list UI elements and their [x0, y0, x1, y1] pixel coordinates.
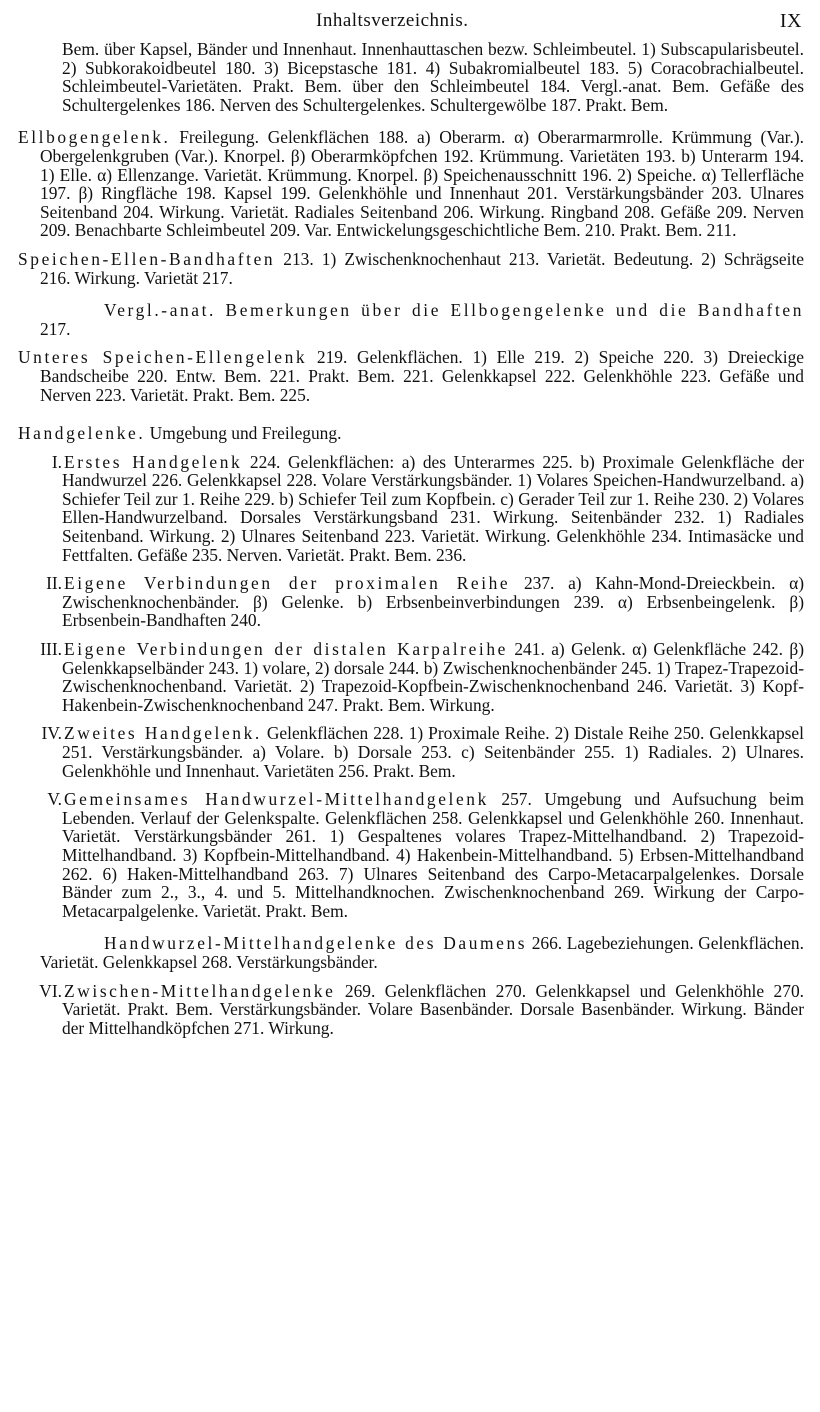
- toc-entry-daumen: [18, 934, 804, 971]
- page-title: Inhaltsverzeichnis.: [316, 10, 469, 31]
- entry-number: I.: [51, 451, 62, 472]
- section-heading-handgelenke: [18, 424, 804, 443]
- running-header: [18, 6, 804, 40]
- entry-text: Gelenkflächen 228. 1) Proximale Reihe. 2) Distale Reihe 250. Gelenkkapsel 251. Verstärkungsbänder. a) Volare. b) Dorsale 253. c) Seitenbänder 255. 1) Radiales. 2) Ulnares. Gelenkhöhle und Innenhaut. Varietäten 256. Prakt. Bem.: [62, 723, 804, 781]
- page: [18, 6, 804, 1047]
- entry-title: Speichen-Ellen-Bandhaften: [18, 248, 276, 269]
- entry-text: Bem. über Kapsel, Bänder und Innenhaut. Innenhauttaschen bezw. Schleimbeutel. 1) Subscapularisbeutel. 2) Subkorakoidbeutel 180. 3) Bicepstasche 181. 4) Subakromialbeutel 183. 5) Coracobrachialbeutel. Schleimbeutel-Varietäten. Prakt. Bem. über den Schleimbeutel 184. Vergl.-anat. Bem. Gefäße des Schultergelenkes 186. Nerven des Schultergelenkes. Schultergewölbe 187. Prakt. Bem.: [62, 39, 804, 115]
- toc-entry-speichen-ellen-bandhaften: [18, 250, 804, 287]
- entry-text: 224. Gelenkflächen: a) des Unterarmes 225. b) Proximale Gelenkfläche der Handwurzel 226. Gelenkkapsel 228. Volare Verstärkungsbänder. 1) Volares Speichen-Handwurzelband. a) Schiefer Teil zur 1. Reihe 229. b) Schiefer Teil zum Kopfbein. c) Gerader Teil zur 1. Reihe 230. 2) Volares Ellen-Handwurzelband. Dorsales Verstärkungsband 231. Wirkung. Seitenbänder 232. 1) Radiales Seitenband. Wirkung. 2) Ulnares Seitenband 223. Varietät. Wirkung. Gelenkhöhle 234. Intimasäcke und Fettfalten. Gefäße 235. Nerven. Varietät. Prakt. Bem. 236.: [62, 451, 804, 565]
- entry-title: Ellbogengelenk.: [18, 127, 171, 148]
- toc-entry-handwurzel-mittelhandgelenk: [18, 790, 804, 920]
- entry-title: Eigene Verbindungen der distalen Karpalreihe: [64, 639, 508, 660]
- entry-number: III.: [40, 639, 62, 660]
- entry-text: Freilegung. Gelenkflächen 188. a) Oberarm. α) Oberarmarmrolle. Krümmung (Var.). Obergelenkgruben (Var.). Knorpel. β) Oberarmköpfchen 192. Krümmung. Varietäten 193. b) Unterarm 194. 1) Elle. α) Ellenzange. Varietät. Krümmung. Knorpel. β) Speichenausschnitt 196. 2) Speiche. α) Tellerfläche 197. β) Ringfläche 198. Kapsel 199. Gelenkhöhle und Innenhaut 201. Verstärkungsbänder 203. Ulnares Seitenband 204. Wirkung. Varietät. Radiales Seitenband 206. Wirkung. Ringband 208. Gefäße 209. Nerven 209. Benachbarte Schleimbeutel 209. Var. Entwickelungsgeschichtliche Bem. 210. Prakt. Bem. 211.: [40, 127, 804, 241]
- entry-text: Umgebung und Freilegung.: [149, 423, 342, 444]
- entry-number: IV.: [41, 723, 62, 744]
- entry-number: II.: [46, 573, 62, 594]
- toc-entry-erstes-handgelenk: [18, 453, 804, 565]
- toc-entry-unteres-speichen-ellengelenk: [18, 348, 804, 404]
- toc-entry-schultergelenk-continued: [18, 40, 804, 114]
- entry-title: Zweites Handgelenk.: [64, 723, 262, 744]
- entry-title: Zwischen-Mittelhandgelenke: [64, 980, 336, 1001]
- entry-text: 213. 1) Zwischenknochenhaut 213. Varietät. Bedeutung. 2) Schrägseite 216. Wirkung. Varietät 217.: [40, 248, 804, 288]
- toc-entry-proximale-reihe: [18, 574, 804, 630]
- entry-text: 266. Lagebeziehungen. Gelenkflächen. Varietät. Gelenkkapsel 268. Verstärkungsbänder.: [40, 933, 804, 972]
- entry-title: Eigene Verbindungen der proximalen Reihe: [64, 573, 511, 594]
- entry-title: Erstes Handgelenk: [64, 451, 243, 472]
- entry-text: 217.: [40, 318, 71, 339]
- toc-entry-distale-karpalreihe: [18, 640, 804, 714]
- page-number: IX: [779, 10, 802, 32]
- entry-title: Vergl.-anat. Bemerkungen über die Ellbogengelenke und die Bandhaften: [104, 300, 804, 321]
- entry-title: Handwurzel-Mittelhandgelenke des Daumens: [104, 933, 528, 954]
- entry-text: 241. a) Gelenk. α) Gelenkfläche 242. β) Gelenkkapselbänder 243. 1) volare, 2) dorsale 244. b) Zwischenknochenbänder 245. 1) Trapez-Trapezoid-Zwischenknochenband. Varietät. 2) Trapezoid-Kopfbein-Zwischenknochenband 246. Varietät. 3) Kopf-Hakenbein-Zwischenknochenband 247. Prakt. Bem. Wirkung.: [62, 639, 804, 715]
- entry-text: 219. Gelenkflächen. 1) Elle 219. 2) Speiche 220. 3) Dreieckige Bandscheibe 220. Entw. Bem. 221. Prakt. Bem. 221. Gelenkkapsel 222. Gelenkhöhle 223. Gefäße und Nerven 223. Varietät. Prakt. Bem. 225.: [40, 347, 804, 405]
- toc-entry-ellbogengelenk: [18, 128, 804, 240]
- entry-text: 269. Gelenkflächen 270. Gelenkkapsel und Gelenkhöhle 270. Varietät. Prakt. Bem. Verstärkungsbänder. Volare Basenbänder. Dorsale Basenbänder. Wirkung. Bänder der Mittelhandköpfchen 271. Wirkung.: [62, 980, 804, 1038]
- entry-number: VI.: [39, 980, 62, 1001]
- entry-title: Unteres Speichen-Ellengelenk: [18, 347, 308, 368]
- entry-text: 237. a) Kahn-Mond-Dreieckbein. α) Zwischenknochenbänder. β) Gelenke. b) Erbsenbeinverbindungen 239. α) Erbsenbeingelenk. β) Erbsenbein-Bandhaften 240.: [62, 573, 805, 631]
- toc-entry-zwischen-mittelhandgelenke: [18, 982, 804, 1038]
- toc-entry-vergl-anat-bemerkungen: [18, 301, 804, 338]
- entry-number: V.: [47, 789, 62, 810]
- entry-title: Gemeinsames Handwurzel-Mittelhandgelenk: [64, 789, 489, 810]
- toc-entry-zweites-handgelenk: [18, 724, 804, 780]
- entry-title: Handgelenke.: [18, 423, 146, 444]
- entry-text: 257. Umgebung und Aufsuchung beim Lebenden. Verlauf der Gelenkspalte. Gelenkflächen 258. Gelenkkapsel und Gelenkhöhle 260. Innenhaut. Varietät. Verstärkungsbänder 261. 1) Gespaltenes volares Trapez-Mittelhandband. 2) Trapezoid-Mittelhandband. 3) Kopfbein-Mittelhandband. 4) Hakenbein-Mittelhandband. 5) Erbsen-Mittelhandband 262. 6) Haken-Mittelhandband 263. 7) Ulnares Seitenband des Carpo-Metacarpalgelenkes. Dorsale Bänder zum 2., 3., 4. und 5. Mittelhandknochen. Zwischenknochenband 269. Wirkung der Carpo-Metacarpalgelenke. Varietät. Prakt. Bem.: [62, 789, 804, 921]
